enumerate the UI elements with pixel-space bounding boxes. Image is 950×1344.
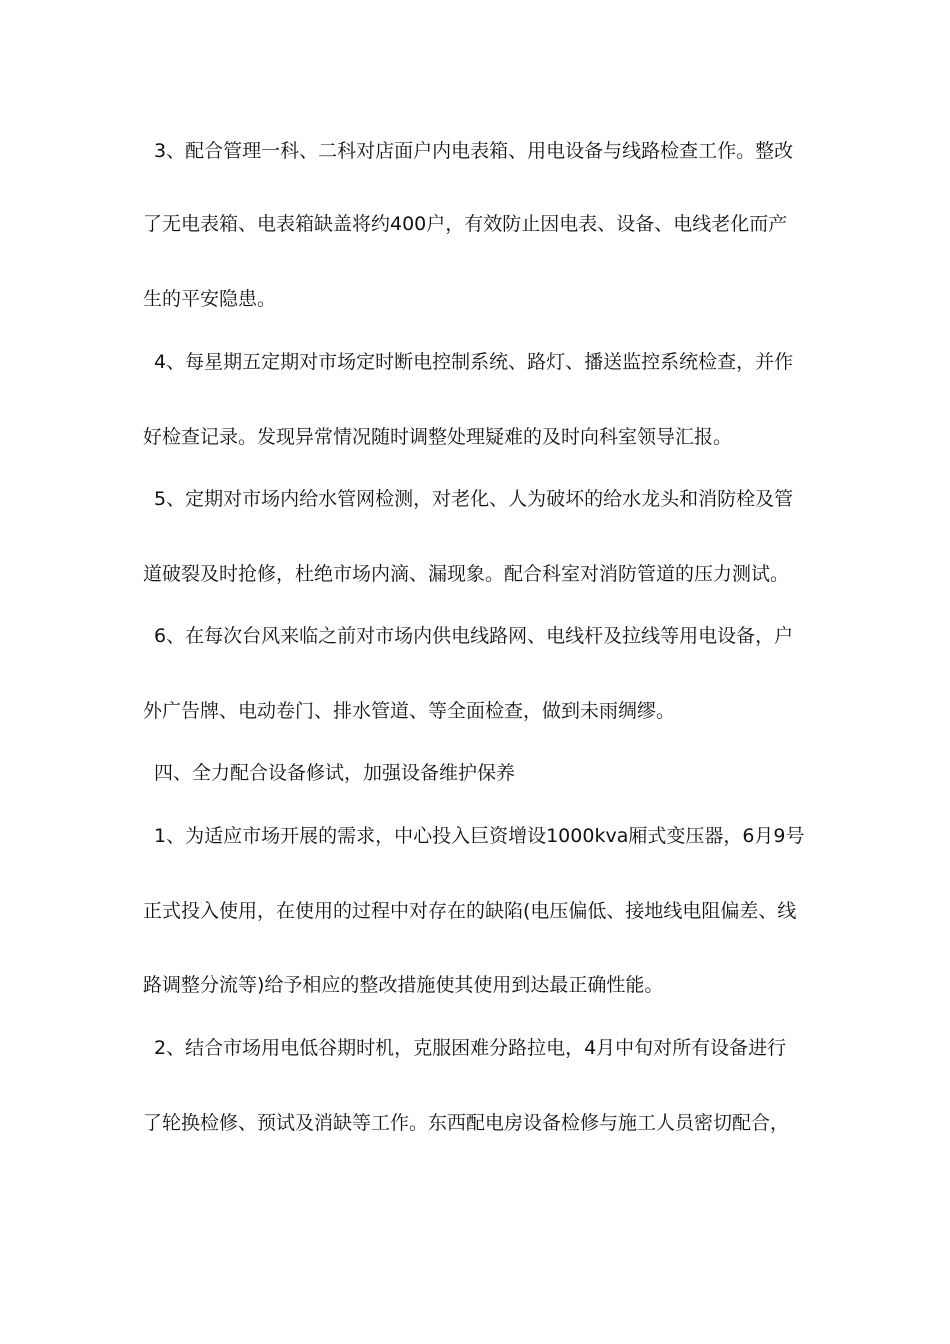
paragraph-5-line-1: 5、定期对市场内给水管网检测，对老化、人为破坏的给水龙头和消防栓及管 — [154, 488, 794, 510]
item-1-line-1: 1、为适应市场开展的需求，中心投入巨资增设1000kva厢式变压器，6月9号 — [154, 825, 805, 847]
item-1-line-3: 路调整分流等)给予相应的整改措施使其使用到达最正确性能。 — [143, 974, 664, 996]
item-1-line-2: 正式投入使用，在使用的过程中对存在的缺陷(电压偏低、接地线电阻偏差、线 — [143, 900, 797, 922]
paragraph-4-line-2: 好检查记录。发现异常情况随时调整处理疑难的及时向科室领导汇报。 — [143, 426, 733, 448]
paragraph-4-line-1: 4、每星期五定期对市场定时断电控制系统、路灯、播送监控系统检查，并作 — [154, 351, 794, 373]
paragraph-3-line-3: 生的平安隐患。 — [143, 288, 277, 310]
paragraph-3-line-2: 了无电表箱、电表箱缺盖将约400户，有效防止因电表、设备、电线老化而产 — [143, 213, 788, 235]
paragraph-3-line-1: 3、配合管理一科、二科对店面户内电表箱、用电设备与线路检查工作。整改 — [154, 140, 794, 162]
item-2-line-1: 2、结合市场用电低谷期时机，克服困难分路拉电，4月中旬对所有设备进行 — [154, 1037, 787, 1059]
section-heading-4: 四、全力配合设备修试，加强设备维护保养 — [154, 762, 516, 784]
paragraph-5-line-2: 道破裂及时抢修，杜绝市场内滴、漏现象。配合科室对消防管道的压力测试。 — [143, 563, 790, 585]
paragraph-6-line-2: 外广告牌、电动卷门、排水管道、等全面检查，做到未雨绸缪。 — [143, 700, 676, 722]
paragraph-6-line-1: 6、在每次台风来临之前对市场内供电线路网、电线杆及拉线等用电设备，户 — [154, 625, 794, 647]
item-2-line-2: 了轮换检修、预试及消缺等工作。东西配电房设备检修与施工人员密切配合， — [143, 1112, 790, 1134]
